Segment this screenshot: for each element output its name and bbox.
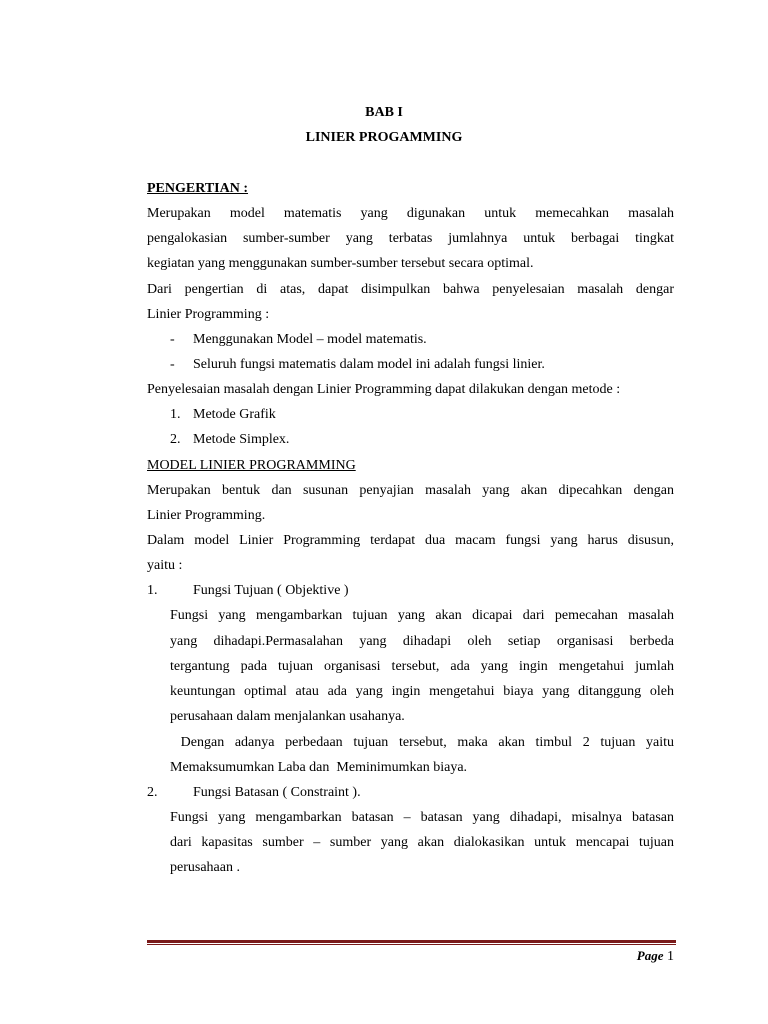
section-title-model: MODEL LINIER PROGRAMMING	[147, 458, 356, 473]
page-number	[637, 948, 674, 965]
chapter-title: LINIER PROGAMMING	[305, 130, 463, 145]
paragraph-line: kegiatan yang menggunakan sumber-sumber tersebut secara optimal.	[147, 256, 534, 271]
numbered-heading	[147, 582, 674, 600]
page-label: Page	[636, 948, 664, 963]
list-item	[170, 331, 674, 349]
list-marker: 2.	[170, 432, 181, 447]
list-item	[170, 356, 674, 374]
paragraph-line: Fungsi yang mengambarkan batasan – batasan yang dihadapi, misalnya batasan	[170, 810, 674, 825]
list-item-text: Metode Simplex.	[193, 432, 290, 447]
numbered-heading	[147, 784, 674, 802]
list-item	[170, 406, 674, 424]
list-item-text: Metode Grafik	[193, 407, 276, 422]
paragraph-line: Memaksumumkan Laba dan Meminimumkan biaya.	[170, 760, 468, 775]
list-marker: -	[170, 357, 175, 372]
list-marker: -	[170, 332, 175, 347]
paragraph-line: Merupakan model matematis yang digunakan untuk memecahkan masalah	[147, 206, 674, 221]
paragraph-line: perusahaan dalam menjalankan usahanya.	[170, 709, 405, 724]
paragraph-line: Penyelesaian masalah dengan Linier Programming dapat dilakukan dengan metode :	[147, 382, 621, 397]
paragraph-line: Dari pengertian di atas, dapat disimpulkan bahwa penyelesaian masalah dengar	[147, 282, 674, 297]
list-marker: 1.	[147, 583, 158, 598]
numbered-heading-text: Fungsi Batasan ( Constraint ).	[193, 785, 361, 800]
numbered-heading-text: Fungsi Tujuan ( Objektive )	[193, 583, 349, 598]
section-title-pengertian: PENGERTIAN :	[147, 181, 249, 196]
paragraph-line: Merupakan bentuk dan susunan penyajian masalah yang akan dipecahkan dengan	[147, 483, 674, 498]
paragraph-line: yaitu :	[147, 558, 183, 573]
paragraph-line: Linier Programming.	[147, 508, 266, 523]
paragraph-line: dari kapasitas sumber – sumber yang akan dialokasikan untuk mencapai tujuan	[170, 835, 674, 850]
paragraph-line: tergantung pada tujuan organisasi tersebut, ada yang ingin mengetahui jumlah	[170, 659, 674, 674]
paragraph-line: Linier Programming :	[147, 307, 270, 322]
paragraph-line: Dalam model Linier Programming terdapat dua macam fungsi yang harus disusun,	[147, 533, 674, 548]
list-item-text: Menggunakan Model – model matematis.	[193, 332, 427, 347]
list-item	[170, 431, 674, 449]
footer-rule-thin	[147, 944, 676, 945]
paragraph-line: Fungsi yang mengambarkan tujuan yang akan dicapai dari pemecahan masalah	[170, 608, 674, 623]
paragraph-line: perusahaan .	[170, 860, 240, 875]
paragraph-line: Dengan adanya perbedaan tujuan tersebut, maka akan timbul 2 tujuan yaitu	[170, 735, 674, 750]
footer-rule	[147, 940, 676, 943]
list-marker: 2.	[147, 785, 158, 800]
paragraph-line: yang dihadapi.Permasalahan yang dihadapi oleh setiap organisasi berbeda	[170, 634, 674, 649]
chapter-label: BAB I	[365, 105, 403, 120]
page-number-value: 1	[667, 949, 674, 964]
list-marker: 1.	[170, 407, 181, 422]
paragraph-line: keuntungan optimal atau ada yang ingin mengetahui biaya yang ditanggung oleh	[170, 684, 674, 699]
paragraph-line: pengalokasian sumber-sumber yang terbatas jumlahnya untuk berbagai tingkat	[147, 231, 674, 246]
list-item-text: Seluruh fungsi matematis dalam model ini adalah fungsi linier.	[193, 357, 545, 372]
